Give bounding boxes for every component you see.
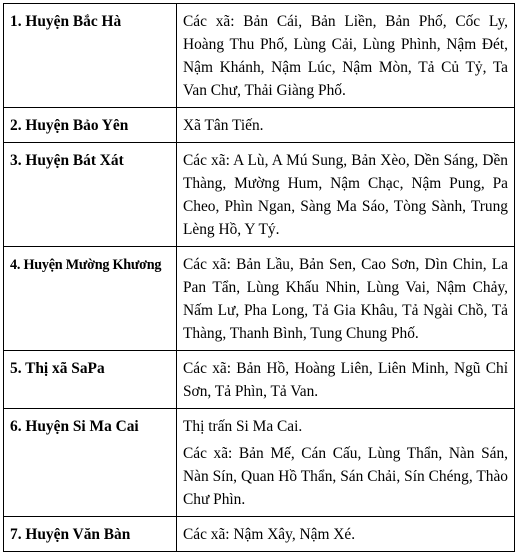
table-row <box>4 143 515 247</box>
commune-text: Thị trấn Si Ma Cai. <box>183 418 303 435</box>
commune-list <box>177 517 515 552</box>
commune-text: Các xã: Nậm Xây, Nậm Xé. <box>183 526 356 543</box>
district-commune-table <box>3 3 515 552</box>
district-name: 4. Huyện Mường Khương <box>10 257 162 273</box>
district-name: 3. Huyện Bát Xát <box>4 143 177 247</box>
table-row <box>4 4 515 108</box>
commune-text: Các xã: Bản Cái, Bản Liền, Bản Phố, Cốc Ly, Hoàng Thu Phố, Lùng Cải, Lùng Phình, Nậm Đét, Nậm Khánh, Nậm Lúc, Nậm Mòn, Tả Củ Tỷ, Ta Van Chư, Thải Giàng Phố. <box>183 13 508 99</box>
commune-list <box>177 4 515 108</box>
commune-text: Các xã: Bản Mế, Cán Cấu, Lùng Thẩn, Nàn Sán, Nàn Sín, Quan Hồ Thẩn, Sán Chải, Sín Chéng, Thào Chư Phìn. <box>183 445 508 508</box>
district-name-cell <box>4 247 177 351</box>
commune-list <box>177 108 515 143</box>
commune-text: Các xã: Bản Hồ, Hoàng Liên, Liên Minh, Ngũ Chỉ Sơn, Tả Phìn, Tả Van. <box>183 360 508 400</box>
commune-list <box>177 409 515 517</box>
district-name: 6. Huyện Si Ma Cai <box>4 409 177 517</box>
commune-text: Các xã: A Lù, A Mú Sung, Bản Xèo, Dền Sáng, Dền Thàng, Mường Hum, Nậm Chạc, Nậm Pung, Pa Cheo, Phìn Ngan, Sàng Ma Sáo, Tòng Sành, Trung Lèng Hồ, Y Tý. <box>183 152 508 238</box>
table-row <box>4 247 515 351</box>
table-row <box>4 108 515 143</box>
commune-list <box>177 351 515 409</box>
district-name: 2. Huyện Bảo Yên <box>4 108 177 143</box>
commune-list <box>177 247 515 351</box>
district-name: 1. Huyện Bắc Hà <box>4 4 177 108</box>
district-name: 7. Huyện Văn Bàn <box>4 517 177 552</box>
district-name: 5. Thị xã SaPa <box>4 351 177 409</box>
commune-text: Các xã: Bản Lầu, Bản Sen, Cao Sơn, Dìn Chin, La Pan Tẩn, Lùng Khấu Nhin, Lùng Vai, Nậm Chảy, Nấm Lư, Pha Long, Tả Gia Khâu, Tả Ngài Chồ, Tả Thàng, Thanh Bình, Tung Chung Phố. <box>183 256 508 342</box>
table-row <box>4 409 515 517</box>
commune-list <box>177 143 515 247</box>
table-row <box>4 351 515 409</box>
table-row <box>4 517 515 552</box>
commune-text: Xã Tân Tiến. <box>183 117 264 134</box>
